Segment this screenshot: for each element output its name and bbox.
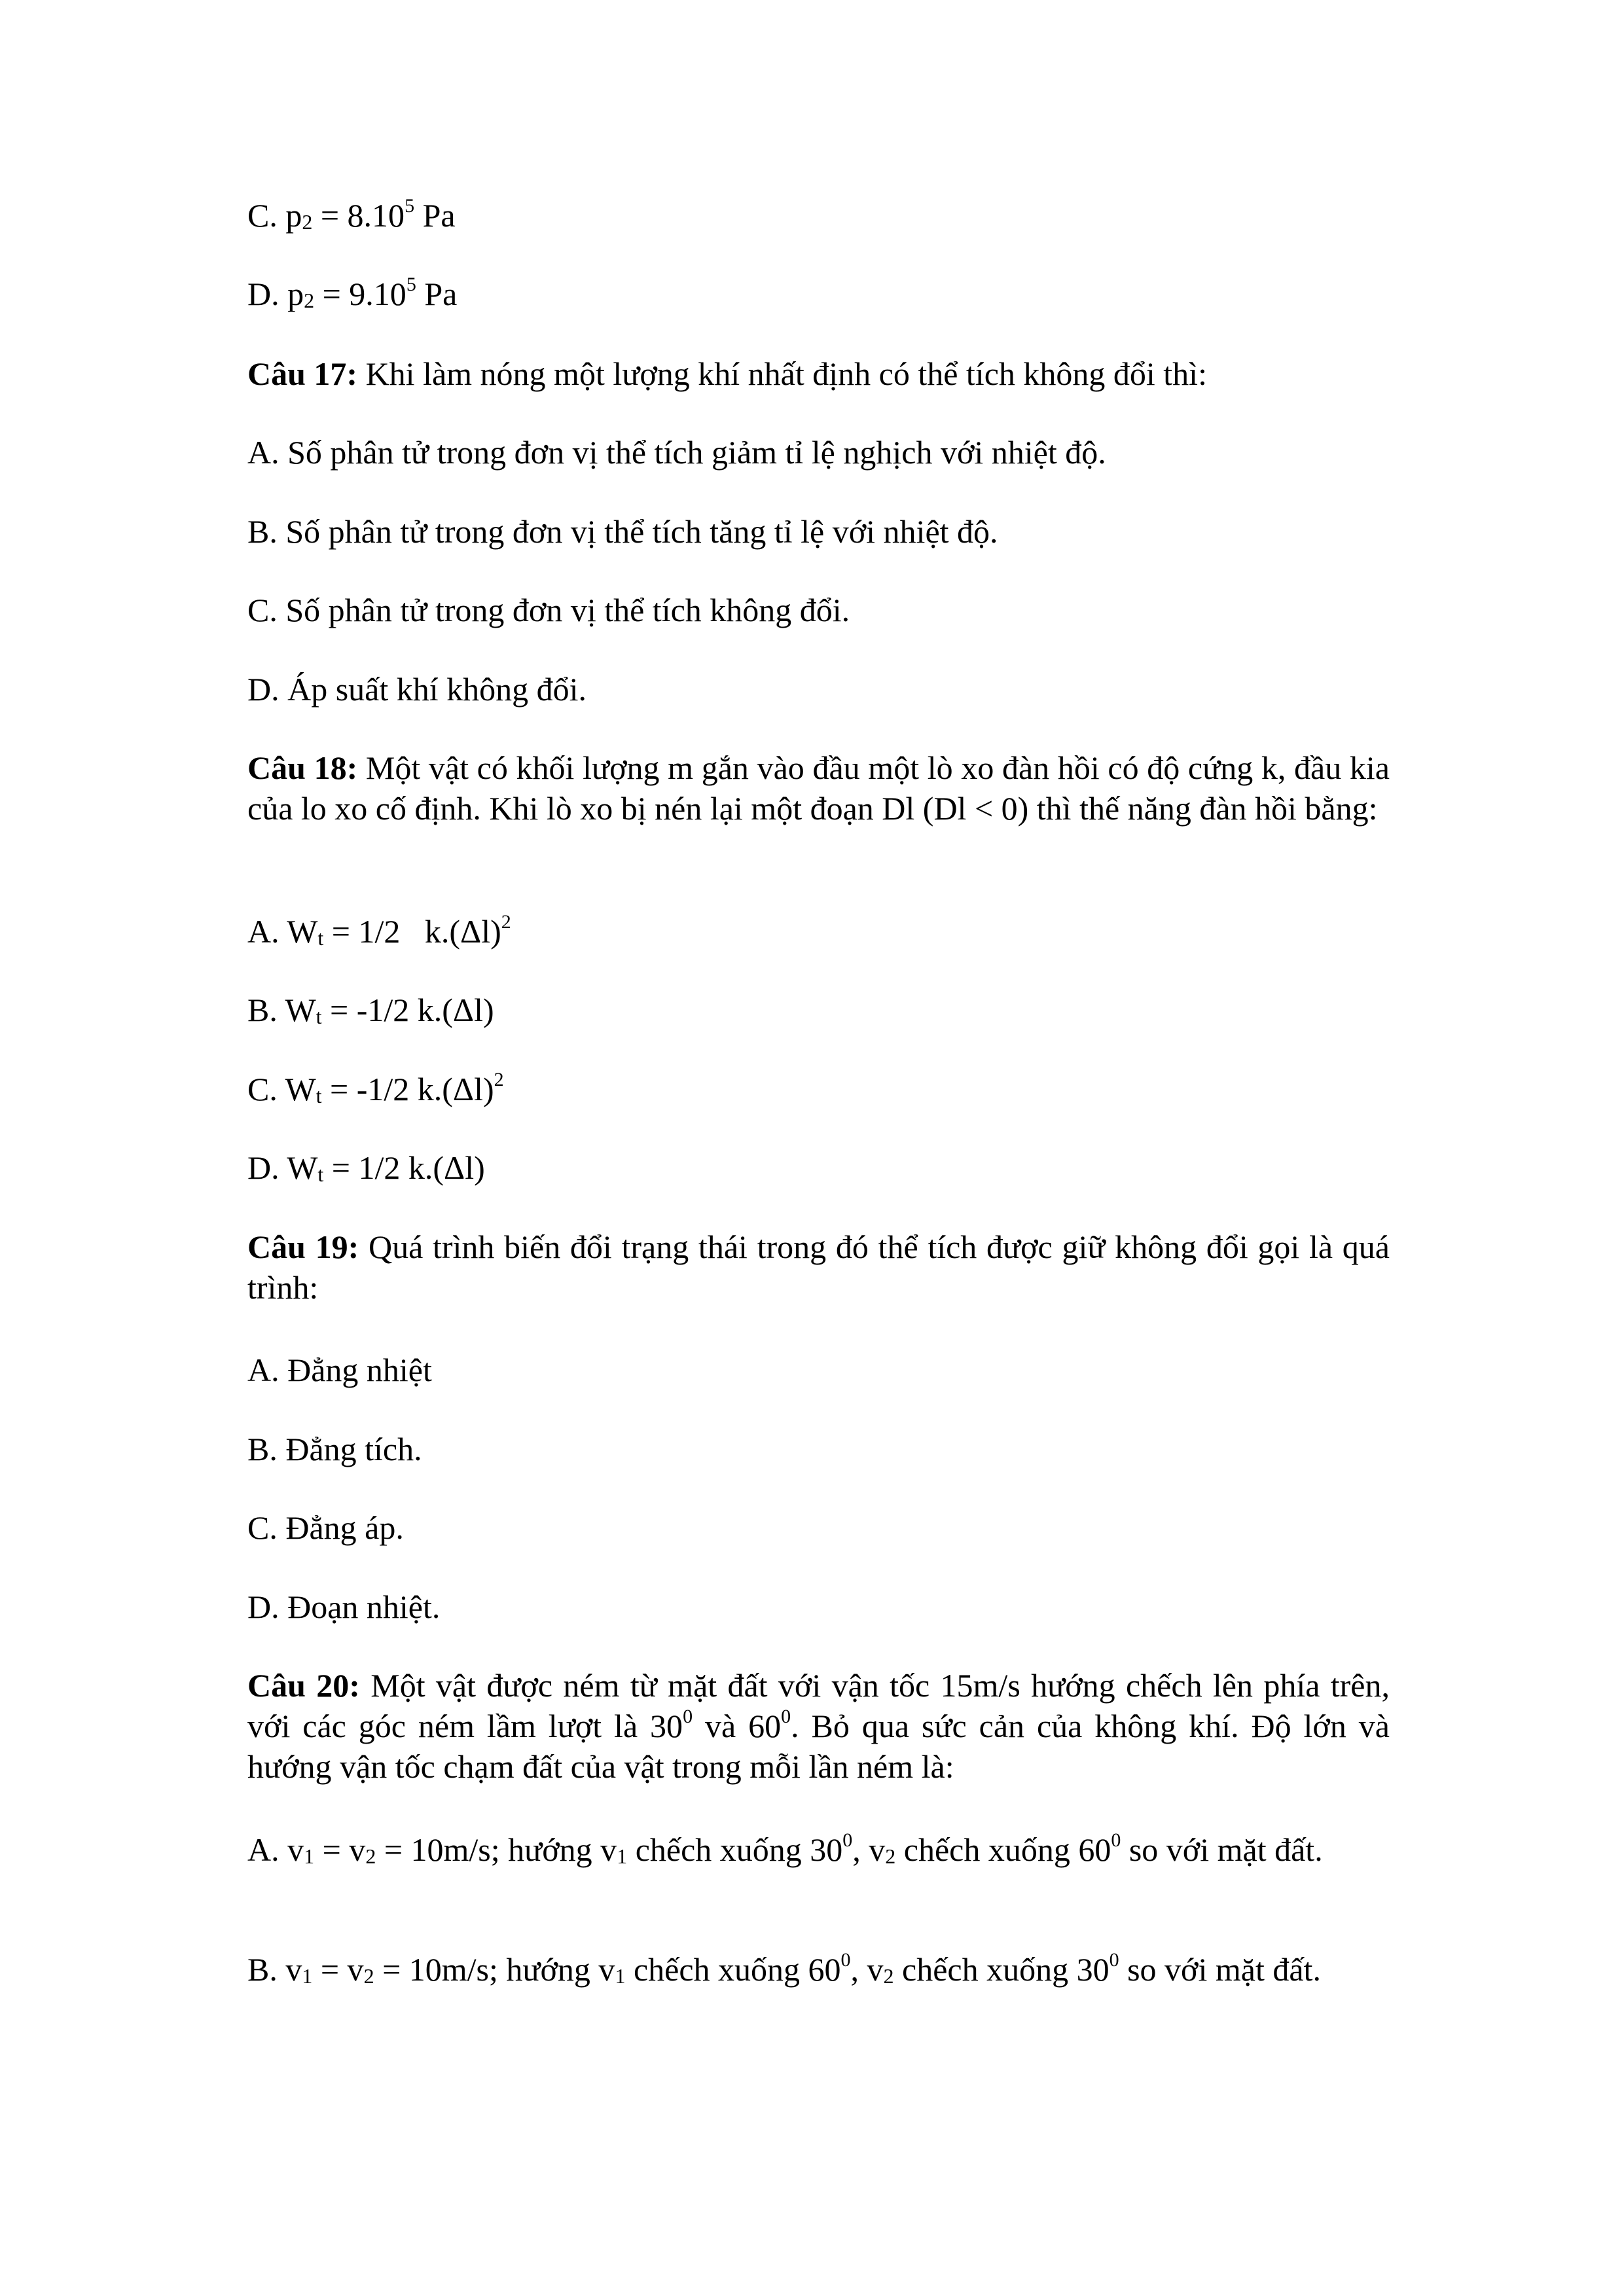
q18-option-c: C. $W_t = -1/2$ $k.(\Delta l)^2$ (247, 1069, 504, 1107)
q18-question: Câu 18: Một vật có khối lượng m gắn vào đầu một lò xo đàn hồi có độ cứng k, đầu kia của lo xo cố định. Khi lò xo bị nén lại một đoạn Dl (Dl < 0) thì thế năng đàn hồi bằng: (247, 749, 1390, 827)
q18-option-b: B. $W_t = -1/2$ k.(Δl) (247, 992, 494, 1028)
q16-option-c: C. $p_2 = 8.10^5$ Pa (247, 195, 456, 234)
q18-option-d: D. $W_t = 1/2$ k.(Δl) (247, 1149, 485, 1186)
q17-option-c: C. Số phân tử trong đơn vị thể tích không đổi. (247, 592, 850, 628)
q17-option-d: D. Áp suất khí không đổi. (247, 671, 587, 708)
q19-option-b: B. Đẳng tích. (247, 1431, 422, 1467)
q20-option-a: A. $v_1 = v_2 = 10m/s$; hướng $v_1$ chếch xuống $30^0$, $v_2$ chếch xuống $60^0$ so với mặt đất. (247, 1829, 1323, 1868)
q17-question: Câu 17: Khi làm nóng một lượng khí nhất định có thể tích không đổi thì: (247, 355, 1207, 392)
q18-label: Câu 18: (247, 749, 358, 786)
q19-label: Câu 19: (247, 1229, 359, 1265)
q19-question: Câu 19: Quá trình biến đổi trạng thái trong đó thể tích được giữ không đổi gọi là quá trình: (247, 1229, 1390, 1306)
q20-label: Câu 20: (247, 1667, 360, 1704)
q17-label: Câu 17: (247, 355, 358, 392)
q20-option-b: B. $v_1 = v_2 = 10m/s$; hướng $v_1$ chếch xuống $60^0$, $v_2$ chếch xuống $30^0$ so với mặt đất. (247, 1949, 1321, 1988)
q18-option-a: A. $W_t = 1/2$ $k.(\Delta l)^2$ (247, 911, 511, 950)
q17-option-b: B. Số phân tử trong đơn vị thể tích tăng tỉ lệ với nhiệt độ. (247, 513, 998, 550)
q20-question: Câu 20: Một vật được ném từ mặt đất với vận tốc 15m/s hướng chếch lên phía trên, với các góc ném lầm lượt là $30^0$ và $60^0$. Bỏ qua sức cản của không khí. Độ lớn và hướng vận tốc chạm đất của vật trong mỗi lần ném là: (247, 1667, 1390, 1785)
q19-option-c: C. Đẳng áp. (247, 1509, 404, 1546)
q16-option-d: D. $p_2 = 9.10^5$ Pa (247, 274, 458, 312)
q19-option-d: D. Đoạn nhiệt. (247, 1588, 441, 1625)
q17-option-a: A. Số phân tử trong đơn vị thể tích giảm tỉ lệ nghịch với nhiệt độ. (247, 434, 1106, 471)
q19-option-a: A. Đẳng nhiệt (247, 1352, 432, 1388)
